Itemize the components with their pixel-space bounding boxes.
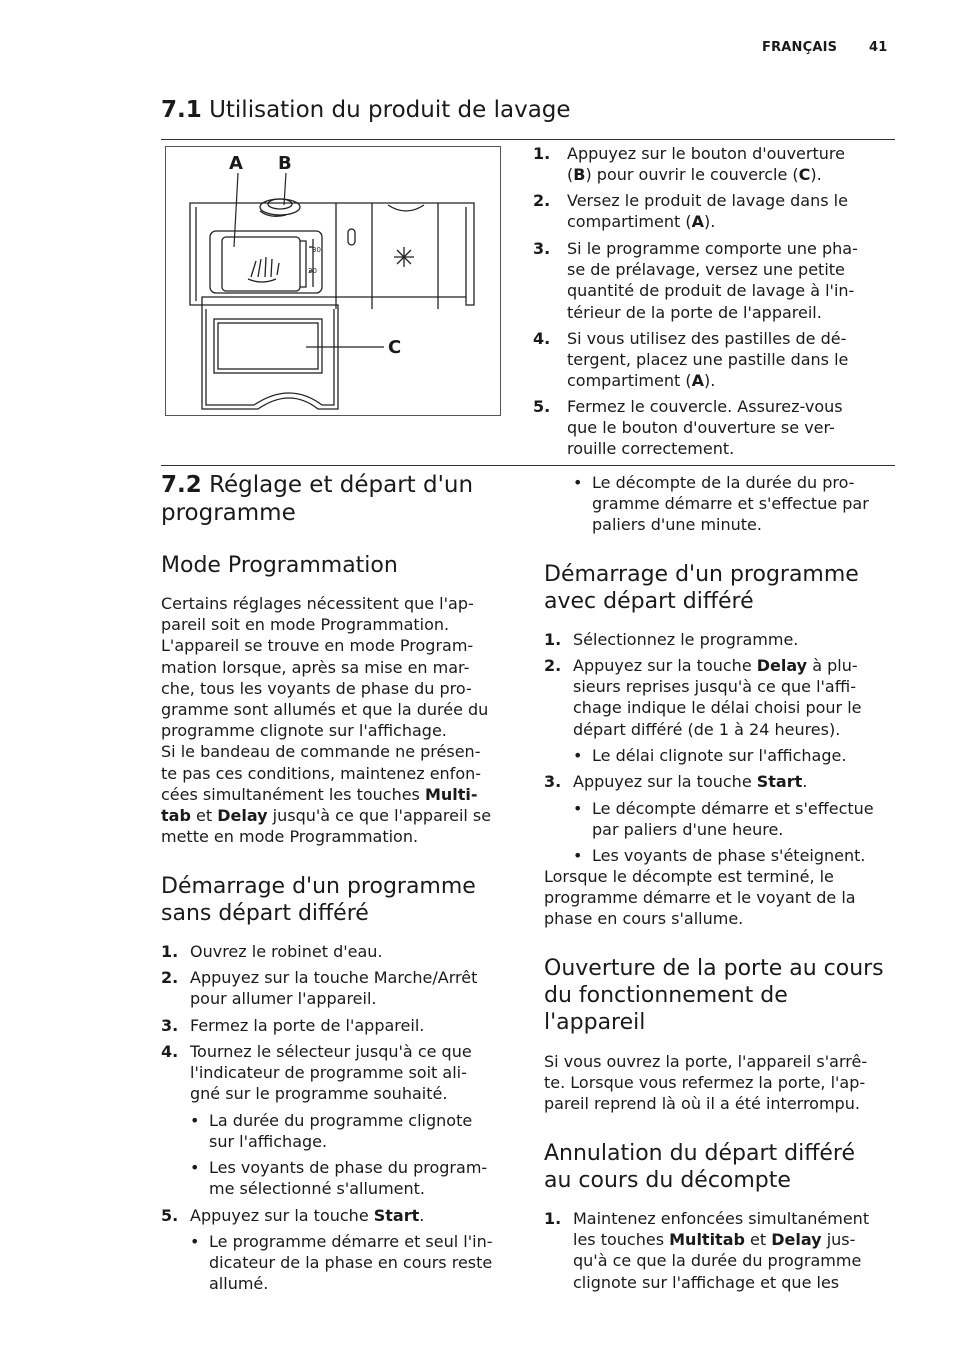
bullet-dot: • [190,1111,200,1130]
step-text: Appuyez sur la touche [190,1206,374,1225]
step-7-1-4: 4. Si vous utilisez des pastilles de dé- tergent, placez une pastille dans le compartiment (A). [533,328,895,392]
bullet-line: dicateur de la phase en cours reste [209,1253,493,1273]
sans-bullet-4a [190,1110,520,1152]
step-line: (B) pour ouvrir le couvercle (C). [567,165,822,185]
step-line: Appuyez sur la touche Delay à plu- [573,656,858,675]
ouverture-text [544,1051,895,1115]
step-7-1-1: 1. Appuyez sur le bouton d'ouverture (B) pour ouvrir le couvercle (C). [533,143,895,185]
page-number: 41 [869,40,888,55]
bullet-line: Les voyants de phase s'éteignent. [592,846,866,865]
section-title-text: Réglage et départ d'un [209,472,474,498]
step-bold: Start [756,772,803,791]
continued-bullet [573,472,895,536]
sans-step-2: 2. Appuyez sur la touche Marche/Arrêt pour allumer l'appareil. [161,967,521,1009]
heading-line: Annulation du départ différé [544,1141,855,1166]
step-line: Fermez la porte de l'appareil. [190,1016,425,1035]
text-line: te pas ces conditions, maintenez enfon- [161,763,482,783]
step-7-1-3: 3. Si le programme comporte une pha- se de prélavage, versez une petite quantité de produit de lavage à l'in- térieur de la porte de l'appareil. [533,238,895,323]
sans-step-3: 3. Fermez la porte de l'appareil. [161,1015,521,1036]
annulation-heading [544,1140,894,1194]
bullet-line: Le délai clignote sur l'affichage. [592,746,847,765]
text-line: pareil reprend là où il a été interrompu. [544,1094,860,1114]
text-line: gramme sont allumés et que la durée du [161,700,489,720]
text-line: L'appareil se trouve en mode Program- [161,636,474,656]
text-line: programme démarre et le voyant de la [544,888,856,908]
step-line: Fermez le couvercle. Assurez-vous [567,397,843,416]
step-bold: Start [373,1206,420,1225]
bullet-line: gramme démarre et s'effectue par [592,494,869,514]
text-line: Lorsque le décompte est terminé, le [544,867,834,886]
heading-line: au cours du décompte [544,1168,791,1193]
text-line: mette en mode Programmation. [161,827,419,847]
bullet-dot: • [190,1232,200,1251]
section-7-1-title [161,96,571,124]
step-text: Appuyez sur la touche [573,772,757,791]
heading-line: sans départ différé [161,901,369,926]
step-line: pour allumer l'appareil. [190,989,377,1009]
step-7-1-5: 5. Fermez le couvercle. Assurez-vous que le bouton d'ouverture se ver- rouille correctement. [533,396,895,460]
text-line: phase en cours s'allume. [544,909,744,929]
step-line: Versez le produit de lavage dans le [567,191,848,210]
step-line: Maintenez enfoncées simultanément [573,1209,870,1228]
step-line: l'indicateur de programme soit ali- [190,1063,467,1083]
detergent-dispenser-figure [165,146,501,416]
step-line: que le bouton d'ouverture se ver- [567,418,835,438]
heading-line: Démarrage d'un programme [161,874,476,899]
sans-step-1: 1. Ouvrez le robinet d'eau. [161,941,521,962]
section-rule-top [161,139,895,140]
bullet-line: sur l'affichage. [209,1132,328,1152]
text-line: pareil soit en mode Programmation. [161,615,450,635]
text-line: tab et Delay jusqu'à ce que l'appareil se [161,806,492,826]
text-line: Si le bandeau de commande ne présen- [161,742,481,762]
bullet-line: allumé. [209,1274,269,1294]
heading-line: avec départ différé [544,589,754,614]
bullet-line: Les voyants de phase du program- [209,1158,488,1177]
text-line: te. Lorsque vous refermez la porte, l'ap- [544,1073,866,1093]
sans-step-4: 4. Tournez le sélecteur jusqu'à ce que l'indicateur de programme soit ali- gné sur le programme souhaité. [161,1041,521,1105]
bullet-line: Le décompte de la durée du pro- [592,473,855,492]
bullet-line: par paliers d'une heure. [592,820,784,840]
step-line: Appuyez sur la touche Marche/Arrêt [190,968,478,987]
section-rule-mid [161,465,895,466]
section-title-text: Utilisation du produit de lavage [209,97,571,123]
bullet-dot: • [573,473,583,492]
text-line: Certains réglages nécessitent que l'ap- [161,594,474,613]
bullet-line: Le décompte démarre et s'effectue [592,799,874,818]
step-7-1-2: 2. Versez le produit de lavage dans le compartiment (A). [533,190,895,232]
step-line: térieur de la porte de l'appareil. [567,302,822,322]
section-7-2-title [161,471,521,527]
step-line: Si vous utilisez des pastilles de dé- [567,329,847,348]
step-text: . [802,772,808,791]
section-number: 7.2 [161,472,202,498]
heading-line: l'appareil [544,1010,646,1035]
mode-programmation-heading: Mode Programmation [161,553,398,578]
bullet-dot: • [573,799,583,818]
bullet-dot: • [573,846,583,865]
step-line: Tournez le sélecteur jusqu'à ce que [190,1042,472,1061]
step-line: compartiment (A). [567,371,716,391]
text-line: mation lorsque, après sa mise en mar- [161,657,470,677]
avec-step-1: 1. Sélectionnez le programme. [544,629,895,650]
step-line: qu'à ce que la durée du programme [573,1251,862,1271]
step-line: sieurs reprises jusqu'à ce que l'affi- [573,677,856,697]
step-line: se de prélavage, versez une petite [567,260,845,280]
step-line: gné sur le programme souhaité. [190,1084,448,1104]
step-line: Si le programme comporte une pha- [567,239,858,258]
text-line: Si vous ouvrez la porte, l'appareil s'arrê- [544,1052,868,1071]
step-line: Appuyez sur le bouton d'ouverture [567,144,845,163]
step-line: compartiment (A). [567,212,716,232]
avec-after-text [544,866,895,930]
step-line: tergent, placez une pastille dans le [567,350,849,370]
figure-label-b: B [278,153,292,174]
heading-line: Ouverture de la porte au cours [544,956,884,981]
sans-bullet-5 [190,1231,520,1295]
avec-bullet-3b [573,845,895,866]
text-line: cées simultanément les touches Multi- [161,784,478,804]
dispenser-illustration [166,147,502,417]
sans-step-5: 5. Appuyez sur la touche Start. [161,1206,425,1225]
sans-depart-heading [161,873,521,927]
heading-line: Démarrage d'un programme [544,562,859,587]
section-title-text: programme [161,500,296,526]
scale-label-20: 20 [308,267,317,275]
scale-label-30: 30 [312,246,321,254]
step-line: chage indique le délai choisi pour le [573,698,862,718]
step-line: départ différé (de 1 à 24 heures). [573,719,841,739]
bullet-dot: • [190,1158,200,1177]
step-line: les touches Multitab et Delay jus- [573,1230,856,1250]
step-line: rouille correctement. [567,439,735,459]
step-line: Sélectionnez le programme. [573,630,799,649]
avec-step-3: 3. Appuyez sur la touche Start. [544,772,808,791]
bullet-line: La durée du programme clignote [209,1111,473,1130]
ouverture-heading [544,955,896,1036]
step-line: Ouvrez le robinet d'eau. [190,942,383,961]
avec-bullet-3a [573,798,895,840]
header-language: FRANÇAIS [762,40,838,55]
avec-depart-heading [544,561,894,615]
sans-bullet-4b [190,1157,520,1199]
text-line: che, tous les voyants de phase du pro- [161,678,472,698]
text-line: programme clignote sur l'affichage. [161,721,447,741]
avec-step-2: 2. Appuyez sur la touche Delay à plu- sieurs reprises jusqu'à ce que l'affi- chage indique le délai choisi pour le départ différé (de 1 à 24 heures). [544,655,895,740]
heading-line: du fonctionnement de [544,983,788,1008]
section-number: 7.1 [161,97,202,123]
figure-label-a: A [229,153,243,174]
bullet-line: me sélectionné s'allument. [209,1179,425,1199]
bullet-dot: • [573,746,583,765]
mode-programmation-text [161,593,521,847]
annulation-step-1: 1. Maintenez enfoncées simultanément les touches Multitab et Delay jus- qu'à ce que la durée du programme clignote sur l'affichage et que les [544,1208,895,1293]
avec-bullet-2 [573,745,895,766]
step-text: . [419,1206,425,1225]
bullet-line: paliers d'une minute. [592,515,762,535]
step-line: clignote sur l'affichage et que les [573,1272,840,1292]
bullet-line: Le programme démarre et seul l'in- [209,1232,493,1251]
step-line: quantité de produit de lavage à l'in- [567,281,855,301]
figure-label-c: C [388,337,402,358]
